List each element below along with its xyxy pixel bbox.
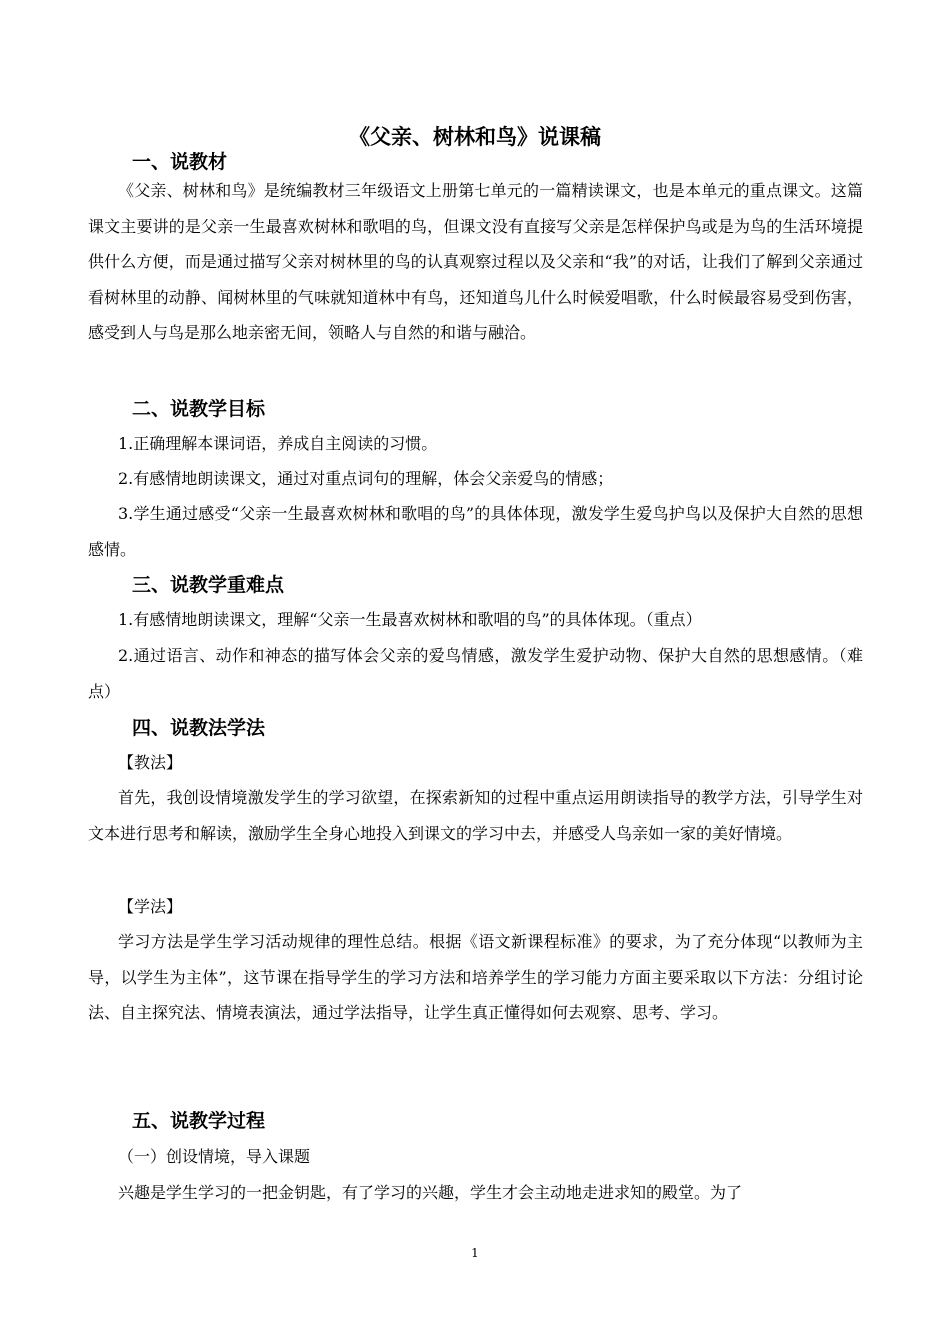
teaching-method-label: 【教法】	[118, 753, 183, 772]
section-heading-methods: 四、说教法学法	[132, 717, 266, 739]
objective-item-3: 3.学生通过感受“父亲一生最喜欢树林和歌唱的鸟”的具体体现，激发学生爱鸟护鸟以及保护大自然的思想感情。	[88, 504, 863, 559]
objective-item-2: 2.有感情地朗读课文，通过对重点词句的理解，体会父亲爱鸟的情感；	[118, 469, 614, 488]
key-point-item-2: 2.通过语言、动作和神态的描写体会父亲的爱鸟情感，激发学生爱护动物、保护大自然的思想感情。（难点）	[88, 646, 863, 701]
section-heading-key-points: 三、说教学重难点	[132, 574, 285, 596]
section-heading-objectives: 二、说教学目标	[132, 398, 266, 420]
section-heading-process: 五、说教学过程	[132, 1110, 266, 1132]
learning-method-label: 【学法】	[118, 897, 183, 916]
process-paragraph: 兴趣是学生学习的一把金钥匙，有了学习的兴趣，学生才会主动地走进求知的殿堂。为了	[118, 1183, 743, 1202]
materials-paragraph: 《父亲、树林和鸟》是统编教材三年级语文上册第七单元的一篇精读课文，也是本单元的重点课文。这篇课文主要讲的是父亲一生最喜欢树林和歌唱的鸟，但课文没有直接写父亲是怎样保护鸟或是为鸟的生活环境提供什么方便，而是通过描写父亲对树林里的鸟的认真观察过程以及父亲和“我”的对话，让我们了解到父亲通过看树林里的动静、闻树林里的气味就知道林中有鸟，还知道鸟儿什么时候爱唱歌，什么时候最容易受到伤害，感受到人与鸟是那么地亲密无间，领略人与自然的和谐与融洽。	[88, 181, 863, 342]
teaching-method-paragraph: 首先，我创设情境激发学生的学习欲望，在探索新知的过程中重点运用朗读指导的教学方法，引导学生对文本进行思考和解读，激励学生全身心地投入到课文的学习中去，并感受人鸟亲如一家的美好情境。	[88, 788, 863, 843]
process-sub-heading: （一）创设情境，导入课题	[118, 1147, 311, 1166]
document-title: 《父亲、树林和鸟》说课稿	[349, 125, 601, 149]
page-number: 1	[471, 1246, 479, 1260]
section-heading-materials: 一、说教材	[132, 151, 228, 173]
key-point-item-1: 1.有感情地朗读课文，理解“父亲一生最喜欢树林和歌唱的鸟”的具体体现。（重点）	[118, 610, 702, 629]
learning-method-paragraph: 学习方法是学生学习活动规律的理性总结。根据《语文新课程标准》的要求，为了充分体现“以教师为主导，以学生为主体”，这节课在指导学生的学习方法和培养学生的学习能力方面主要采取以下方法：分组讨论法、自主探究法、情境表演法，通过学法指导，让学生真正懂得如何去观察、思考、学习。	[88, 932, 863, 1022]
objective-item-1: 1.正确理解本课词语，养成自主阅读的习惯。	[118, 434, 438, 453]
